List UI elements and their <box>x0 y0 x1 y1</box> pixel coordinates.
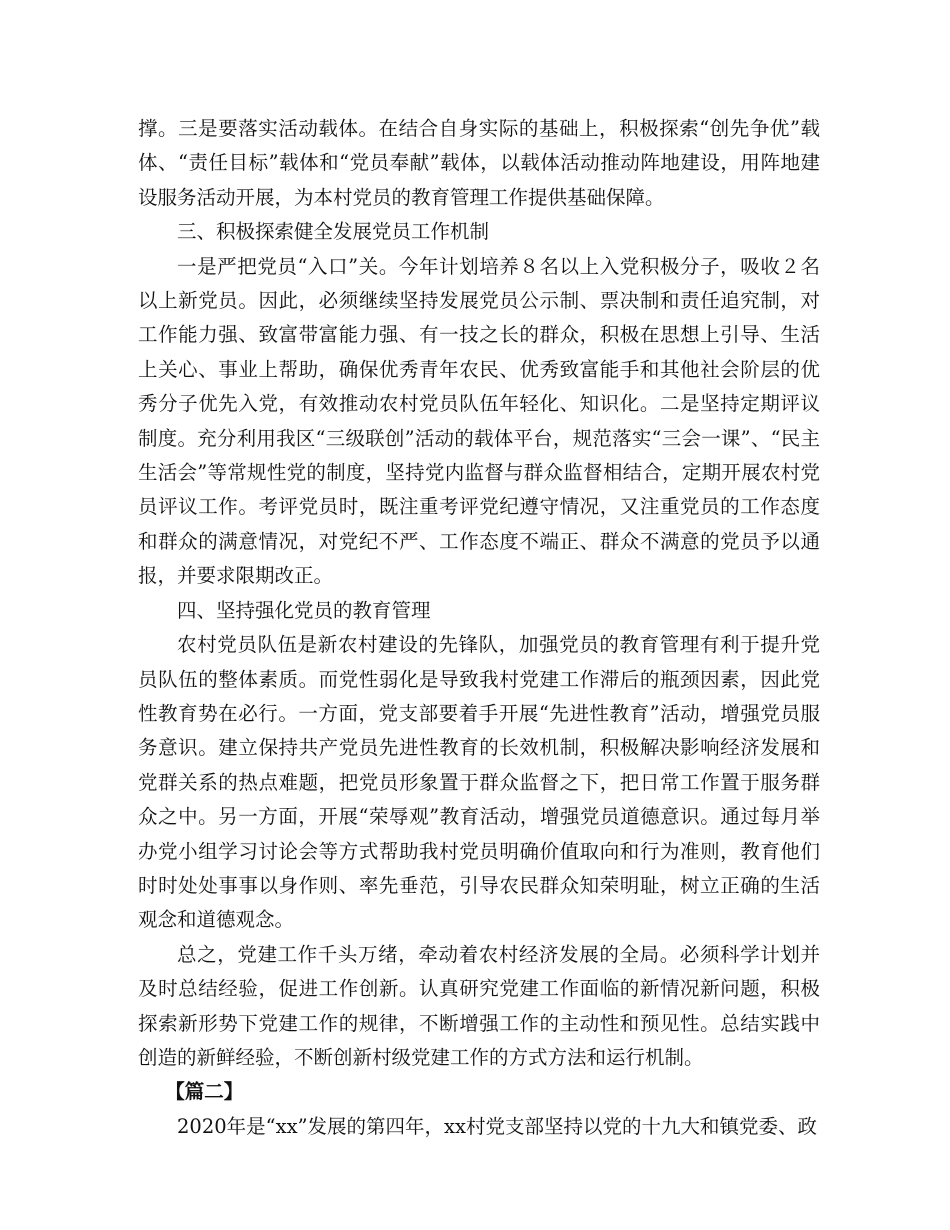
paragraph-continuation: 撑。三是要落实活动载体。在结合自身实际的基础上，积极探索“创先争优”载体、“责任目标”载体和“党员奉献”载体，以载体活动推动阵地建设，用阵地建设服务活动开展，为本村党员的教育管理工作提供基础保障。 <box>138 117 820 209</box>
section-tag-part-two: 【篇二】 <box>165 1080 244 1104</box>
paragraph-education-management: 农村党员队伍是新农村建设的先锋队，加强党员的教育管理有利于提升党员队伍的整体素质。而党性弱化是导致我村党建工作滞后的瓶颈因素，因此党性教育势在必行。一方面，党支部要着手开展“先进性教育”活动，增强党员服务意识。建立保持共产党员先进性教育的长效机制，积极解决影响经济发展和党群关系的热点难题，把党员形象置于群众监督之下，把日常工作置于服务群众之中。另一方面，开展“荣辱观”教育活动，增强党员道德意识。通过每月举办党小组学习讨论会等方式帮助我村党员明确价值取向和行为准则，教育他们时时处处事事以身作则、率先垂范，引导农民群众知荣明耻，树立正确的生活观念和道德观念。 <box>138 633 820 932</box>
paragraph-part-two-intro: 2020年是“xx”发展的第四年，xx村党支部坚持以党的十九大和镇党委、政 <box>177 1114 818 1138</box>
paragraph-party-recruitment: 一是严把党员“入口”关。今年计划培养８名以上入党积极分子，吸收２名以上新党员。因此，必须继续坚持发展党员公示制、票决制和责任追究制，对工作能力强、致富带富能力强、有一技之长的群众，积极在思想上引导、生活上关心、事业上帮助，确保优秀青年农民、优秀致富能手和其他社会阶层的优秀分子优先入党，有效推动农村党员队伍年轻化、知识化。二是坚持定期评议制度。充分利用我区“三级联创”活动的载体平台，规范落实“三会一课”、“民主生活会”等常规性党的制度，坚持党内监督与群众监督相结合，定期开展农村党员评议工作。考评党员时，既注重考评党纪遵守情况，又注重党员的工作态度和群众的满意情况，对党纪不严、工作态度不端正、群众不满意的党员予以通报，并要求限期改正。 <box>138 254 820 588</box>
section-heading-4: 四、坚持强化党员的教育管理 <box>177 598 431 622</box>
section-heading-3: 三、积极探索健全发展党员工作机制 <box>177 220 490 244</box>
document-page <box>138 112 820 1144</box>
paragraph-summary: 总之，党建工作千头万绪，牵动着农村经济发展的全局。必须科学计划并及时总结经验，促进工作创新。认真研究党建工作面临的新情况新问题，积极探索新形势下党建工作的规律，不断增强工作的主动性和预见性。总结实践中创造的新鲜经验，不断创新村级党建工作的方式方法和运行机制。 <box>138 942 820 1069</box>
